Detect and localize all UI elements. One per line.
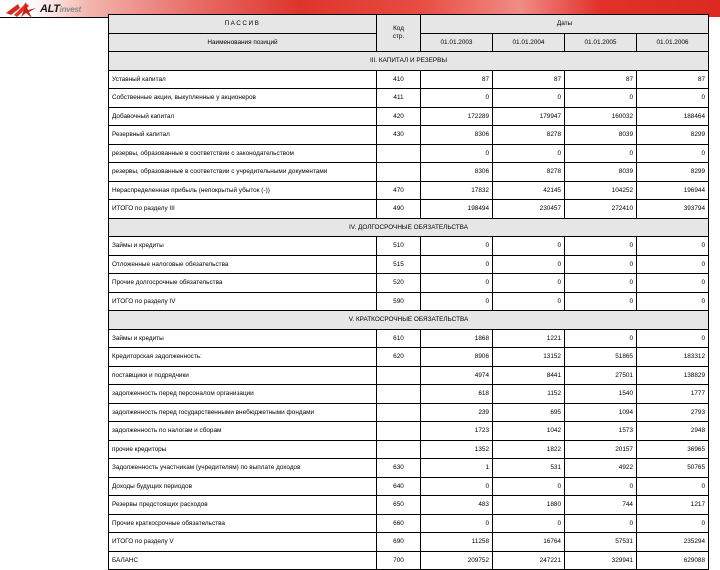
row-value-3: 8299	[637, 163, 709, 182]
table-row[interactable]	[109, 533, 709, 552]
row-value-1: 13152	[493, 348, 565, 367]
row-code	[377, 163, 421, 182]
row-label: Нераспределенная прибыль (непокрытый убыток (-))	[109, 181, 377, 200]
row-value-1: 8278	[493, 163, 565, 182]
row-label: задолженность перед государственными внебюджетными фондами	[109, 403, 377, 422]
row-value-2: 87	[565, 70, 637, 89]
balance-sheet-table-wrapper	[108, 14, 708, 570]
row-value-0: 618	[421, 385, 493, 404]
row-value-0: 0	[421, 477, 493, 496]
row-label: ИТОГО по разделу IV	[109, 292, 377, 311]
row-value-2: 0	[565, 477, 637, 496]
row-value-3: 138829	[637, 366, 709, 385]
row-value-1: 1822	[493, 440, 565, 459]
row-value-1: 531	[493, 459, 565, 478]
row-label: задолженность перед персоналом организации	[109, 385, 377, 404]
row-value-3: 87	[637, 70, 709, 89]
row-value-3: 36965	[637, 440, 709, 459]
row-label: резервы, образованные в соответствии с законодательством	[109, 144, 377, 163]
row-value-1: 0	[493, 237, 565, 256]
logo-brand: ALT	[40, 3, 60, 15]
row-value-0: 0	[421, 144, 493, 163]
row-code	[377, 366, 421, 385]
row-value-0: 239	[421, 403, 493, 422]
table-row[interactable]	[109, 403, 709, 422]
row-value-1: 0	[493, 514, 565, 533]
row-value-3: 0	[637, 237, 709, 256]
page-title: ПАССИВ	[109, 15, 377, 34]
row-value-3: 0	[637, 274, 709, 293]
row-value-0: 8306	[421, 163, 493, 182]
row-code: 490	[377, 200, 421, 219]
row-value-3: 1777	[637, 385, 709, 404]
row-value-3: 393794	[637, 200, 709, 219]
row-value-3: 0	[637, 144, 709, 163]
table-row[interactable]	[109, 255, 709, 274]
row-value-2: 20157	[565, 440, 637, 459]
row-value-2: 51865	[565, 348, 637, 367]
row-value-0: 1868	[421, 329, 493, 348]
row-label: Кредиторская задолженность:	[109, 348, 377, 367]
row-label: задолженность по налогам и сборам	[109, 422, 377, 441]
table-row[interactable]	[109, 440, 709, 459]
row-code: 700	[377, 551, 421, 570]
table-row[interactable]	[109, 163, 709, 182]
row-label: ИТОГО по разделу III	[109, 200, 377, 219]
table-row[interactable]	[109, 237, 709, 256]
table-row[interactable]	[109, 329, 709, 348]
section-heading-row	[109, 52, 709, 71]
row-value-1: 42145	[493, 181, 565, 200]
row-code: 470	[377, 181, 421, 200]
row-value-3: 629088	[637, 551, 709, 570]
row-label: Собственные акции, выкупленные у акционеров	[109, 89, 377, 108]
table-row[interactable]	[109, 200, 709, 219]
row-value-1: 8278	[493, 126, 565, 145]
row-label: Доходы будущих периодов	[109, 477, 377, 496]
table-row[interactable]	[109, 385, 709, 404]
row-code: 520	[377, 274, 421, 293]
row-value-1: 8441	[493, 366, 565, 385]
row-value-0: 0	[421, 255, 493, 274]
row-value-0: 11258	[421, 533, 493, 552]
table-row[interactable]	[109, 348, 709, 367]
row-value-1: 0	[493, 89, 565, 108]
row-value-2: 1540	[565, 385, 637, 404]
table-row[interactable]	[109, 366, 709, 385]
row-label: Займы и кредиты	[109, 329, 377, 348]
row-value-0: 483	[421, 496, 493, 515]
section-heading: III. КАПИТАЛ И РЕЗЕРВЫ	[109, 52, 709, 71]
row-value-2: 0	[565, 144, 637, 163]
table-row[interactable]	[109, 107, 709, 126]
table-row[interactable]	[109, 181, 709, 200]
row-value-2: 0	[565, 329, 637, 348]
row-value-3: 2793	[637, 403, 709, 422]
table-row[interactable]	[109, 422, 709, 441]
table-row[interactable]	[109, 514, 709, 533]
row-value-2: 0	[565, 292, 637, 311]
row-value-1: 0	[493, 292, 565, 311]
row-value-3: 0	[637, 329, 709, 348]
code-column-header: Код стр.	[377, 15, 421, 52]
row-value-1: 1152	[493, 385, 565, 404]
row-value-3: 0	[637, 292, 709, 311]
logo-text	[40, 3, 81, 15]
row-label: Уставный капитал	[109, 70, 377, 89]
row-code: 620	[377, 348, 421, 367]
row-value-2: 8039	[565, 163, 637, 182]
row-value-0: 198494	[421, 200, 493, 219]
row-value-0: 172289	[421, 107, 493, 126]
row-label: ИТОГО по разделу V	[109, 533, 377, 552]
row-value-0: 1723	[421, 422, 493, 441]
row-value-3: 8299	[637, 126, 709, 145]
row-code: 650	[377, 496, 421, 515]
date-column-header-0: 01.01.2003	[421, 33, 493, 52]
table-row[interactable]	[109, 89, 709, 108]
row-value-2: 272410	[565, 200, 637, 219]
row-value-2: 57531	[565, 533, 637, 552]
row-value-2: 160032	[565, 107, 637, 126]
row-value-0: 209752	[421, 551, 493, 570]
date-column-header-1: 01.01.2004	[493, 33, 565, 52]
row-label: Задолженность участникам (учредителям) по выплате доходов	[109, 459, 377, 478]
row-label: Резервный капитал	[109, 126, 377, 145]
row-value-1: 0	[493, 144, 565, 163]
table-row[interactable]	[109, 477, 709, 496]
row-value-1: 87	[493, 70, 565, 89]
row-value-1: 0	[493, 274, 565, 293]
row-value-2: 744	[565, 496, 637, 515]
row-code	[377, 385, 421, 404]
row-value-3: 0	[637, 89, 709, 108]
row-code: 660	[377, 514, 421, 533]
row-code: 430	[377, 126, 421, 145]
row-code: 590	[377, 292, 421, 311]
table-row[interactable]	[109, 496, 709, 515]
section-heading: V. КРАТКОСРОЧНЫЕ ОБЯЗАТЕЛЬСТВА	[109, 311, 709, 330]
row-code: 630	[377, 459, 421, 478]
row-value-0: 0	[421, 89, 493, 108]
table-body	[109, 52, 709, 570]
row-label: Прочие долгосрочные обязательства	[109, 274, 377, 293]
title-row	[109, 15, 709, 34]
row-value-3: 0	[637, 514, 709, 533]
row-label: Займы и кредиты	[109, 237, 377, 256]
row-value-1: 247221	[493, 551, 565, 570]
row-value-2: 0	[565, 89, 637, 108]
section-heading-row	[109, 311, 709, 330]
row-label: Резервы предстоящих расходов	[109, 496, 377, 515]
row-label: БАЛАНС	[109, 551, 377, 570]
dates-group-header: Даты	[421, 15, 709, 34]
row-value-2: 0	[565, 255, 637, 274]
row-value-2: 0	[565, 274, 637, 293]
table-row[interactable]	[109, 144, 709, 163]
row-value-0: 1352	[421, 440, 493, 459]
row-value-0: 0	[421, 274, 493, 293]
row-code: 515	[377, 255, 421, 274]
red-star-icon	[4, 1, 44, 19]
row-value-0: 0	[421, 292, 493, 311]
row-value-3: 0	[637, 255, 709, 274]
date-column-header-2: 01.01.2005	[565, 33, 637, 52]
row-value-3: 0	[637, 477, 709, 496]
row-value-2: 4922	[565, 459, 637, 478]
row-label: Прочие краткосрочные обязательства	[109, 514, 377, 533]
row-value-3: 1217	[637, 496, 709, 515]
row-label: Добавочный капитал	[109, 107, 377, 126]
row-value-1: 16764	[493, 533, 565, 552]
row-value-3: 183312	[637, 348, 709, 367]
table-row[interactable]	[109, 70, 709, 89]
table-row[interactable]	[109, 551, 709, 570]
section-heading: IV. ДОЛГОСРОЧНЫЕ ОБЯЗАТЕЛЬСТВА	[109, 218, 709, 237]
balance-sheet-table	[108, 14, 709, 570]
row-label: резервы, образованные в соответствии с учредительными документами	[109, 163, 377, 182]
row-value-3: 188464	[637, 107, 709, 126]
table-row[interactable]	[109, 274, 709, 293]
row-value-1: 695	[493, 403, 565, 422]
row-value-2: 27501	[565, 366, 637, 385]
table-head-body	[109, 15, 709, 52]
table-row[interactable]	[109, 292, 709, 311]
date-column-header-3: 01.01.2006	[637, 33, 709, 52]
row-code: 610	[377, 329, 421, 348]
row-label: Отложенные налоговые обязательства	[109, 255, 377, 274]
row-code: 640	[377, 477, 421, 496]
row-value-0: 87	[421, 70, 493, 89]
row-code: 410	[377, 70, 421, 89]
row-value-2: 1573	[565, 422, 637, 441]
name-column-header: Наименования позиций	[109, 33, 377, 52]
row-code	[377, 144, 421, 163]
row-value-2: 0	[565, 514, 637, 533]
row-value-0: 8906	[421, 348, 493, 367]
row-code	[377, 403, 421, 422]
logo-suffix: invest	[59, 5, 81, 14]
section-heading-row	[109, 218, 709, 237]
row-value-0: 0	[421, 237, 493, 256]
row-value-1: 0	[493, 477, 565, 496]
table-row[interactable]	[109, 126, 709, 145]
row-value-1: 0	[493, 255, 565, 274]
row-value-1: 1221	[493, 329, 565, 348]
row-value-0: 17832	[421, 181, 493, 200]
row-code: 411	[377, 89, 421, 108]
row-value-1: 1880	[493, 496, 565, 515]
row-code: 420	[377, 107, 421, 126]
row-value-0: 4974	[421, 366, 493, 385]
row-value-1: 1042	[493, 422, 565, 441]
row-label: прочие кредиторы	[109, 440, 377, 459]
row-code	[377, 422, 421, 441]
row-label: поставщики и подрядчики	[109, 366, 377, 385]
row-value-2: 8039	[565, 126, 637, 145]
row-value-0: 1	[421, 459, 493, 478]
row-code	[377, 440, 421, 459]
row-value-1: 230457	[493, 200, 565, 219]
row-value-2: 329941	[565, 551, 637, 570]
row-value-2: 104252	[565, 181, 637, 200]
row-code: 690	[377, 533, 421, 552]
row-value-3: 2948	[637, 422, 709, 441]
row-code: 510	[377, 237, 421, 256]
row-value-1: 179947	[493, 107, 565, 126]
row-value-0: 0	[421, 514, 493, 533]
table-row[interactable]	[109, 459, 709, 478]
row-value-3: 50765	[637, 459, 709, 478]
row-value-0: 8306	[421, 126, 493, 145]
row-value-2: 1094	[565, 403, 637, 422]
row-value-3: 235294	[637, 533, 709, 552]
row-value-3: 196944	[637, 181, 709, 200]
row-value-2: 0	[565, 237, 637, 256]
